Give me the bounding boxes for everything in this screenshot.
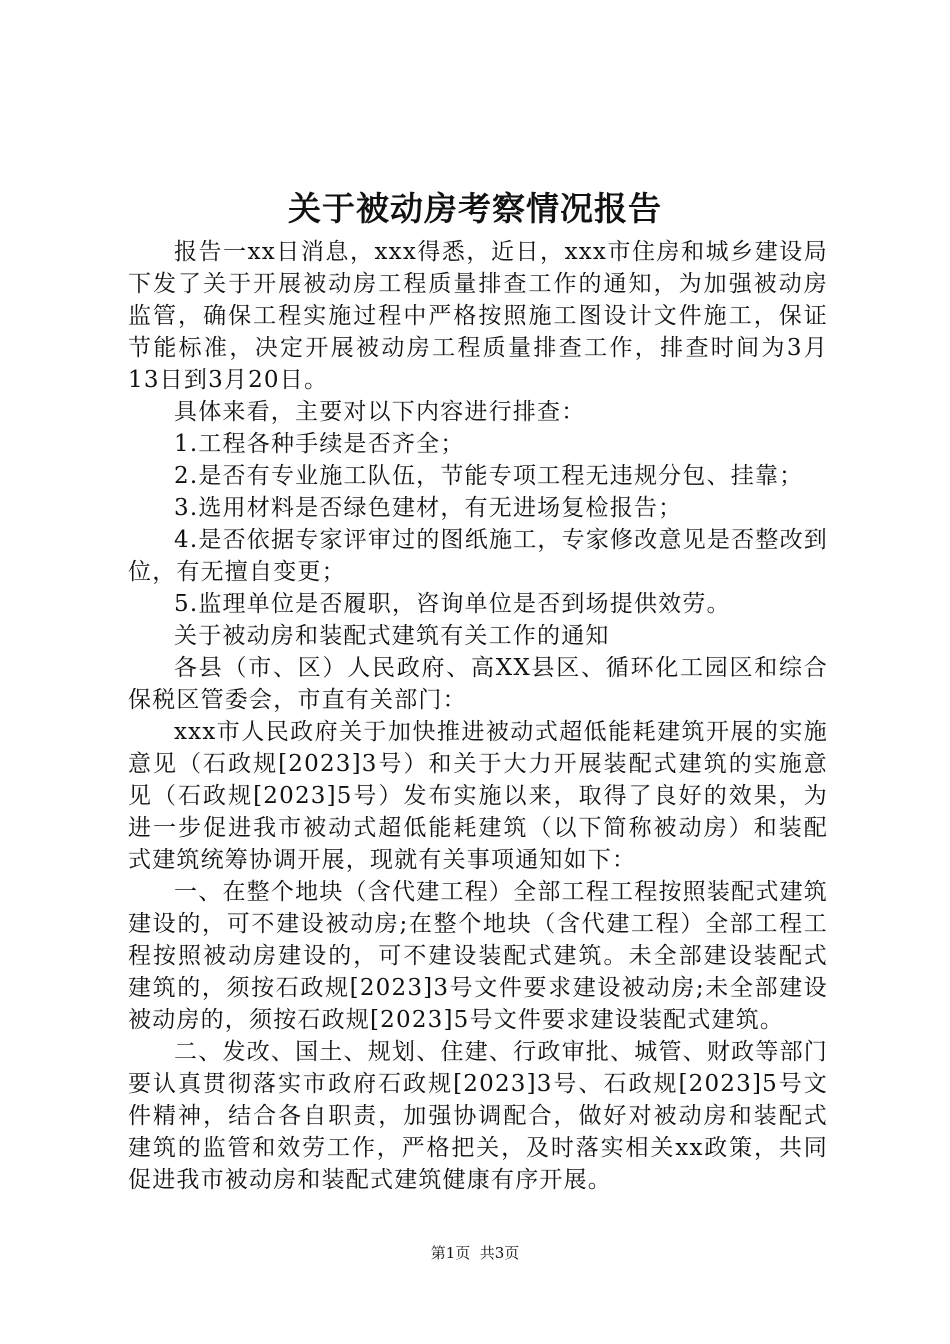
list-item-5: 5.监理单位是否履职，咨询单位是否到场提供效劳。: [174, 591, 731, 617]
list-item-3: 3.选用材料是否绿色建材，有无进场复检报告；: [174, 495, 683, 521]
document-title: 关于被动房考察情况报告: [288, 189, 662, 228]
list-item-4: 4.是否依据专家评审过的图纸施工，专家修改意见是否整改到位，有无擅自变更；: [128, 527, 828, 585]
list-item-1: 1.工程各种手续是否齐全；: [174, 431, 465, 457]
page-number-footer: 第1页 共3页: [430, 1244, 520, 1262]
list-item-2: 2.是否有专业施工队伍，节能专项工程无违规分包、挂靠；: [174, 463, 804, 489]
paragraph-recipients: 各县（市、区）人民政府、高XX县区、循环化工园区和综合保税区管委会，市直有关部门：: [128, 655, 828, 713]
paragraph-item-one: 一、在整个地块（含代建工程）全部工程工程按照装配式建筑建设的，可不建设被动房;在整个地块（含代建工程）全部工程工程按照被动房建设的，可不建设装配式建筑。未全部建设装配式建筑的，须按石政规[2023]3号文件要求建设被动房;未全部建设被动房的，须按石政规[2023]5号文件要求建设装配式建筑。: [128, 879, 828, 1033]
paragraph-background: xxx市人民政府关于加快推进被动式超低能耗建筑开展的实施意见（石政规[2023]3号）和关于大力开展装配式建筑的实施意见（石政规[2023]5号）发布实施以来，取得了良好的效果，为进一步促进我市被动式超低能耗建筑（以下简称被动房）和装配式建筑统筹协调开展，现就有关事项通知如下：: [128, 719, 828, 873]
paragraph-intro: 报告一xx日消息，xxx得悉，近日，xxx市住房和城乡建设局下发了关于开展被动房工程质量排查工作的通知，为加强被动房监管，确保工程实施过程中严格按照施工图设计文件施工，保证节能标准，决定开展被动房工程质量排查工作，排查时间为3月13日到3月20日。: [128, 239, 828, 393]
document-body: [128, 236, 828, 1196]
paragraph-check-scope: 具体来看，主要对以下内容进行排查：: [174, 399, 586, 425]
paragraph-item-two: 二、发改、国土、规划、住建、行政审批、城管、财政等部门要认真贯彻落实市政府石政规[2023]3号、石政规[2023]5号文件精神，结合各自职责，加强协调配合，做好对被动房和装配式建筑的监管和效劳工作，严格把关，及时落实相关xx政策，共同促进我市被动房和装配式建筑健康有序开展。: [128, 1039, 828, 1193]
notice-heading: 关于被动房和装配式建筑有关工作的通知: [174, 623, 610, 649]
